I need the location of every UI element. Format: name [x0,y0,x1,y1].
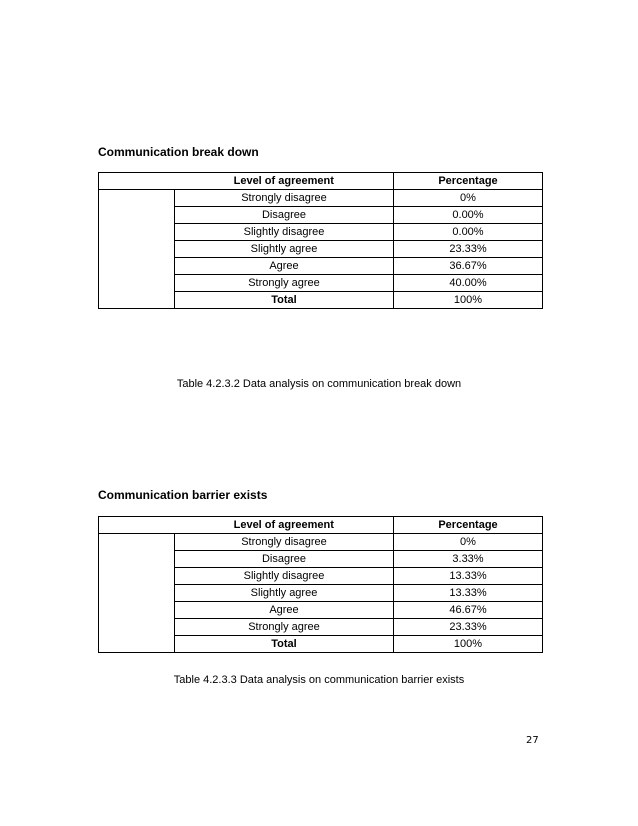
level-cell: Slightly disagree [175,224,394,241]
level-cell: Strongly agree [175,275,394,292]
level-cell: Slightly agree [175,585,394,602]
table-row [99,619,543,636]
page-number: 27 [526,735,539,746]
table-row [99,568,543,585]
column-header-percentage: Percentage [394,173,543,190]
column-header-percentage: Percentage [394,517,543,534]
column-header-level: Level of agreement [175,517,394,534]
table-row [99,224,543,241]
percentage-cell: 13.33% [394,585,543,602]
column-header-level: Level of agreement [175,173,394,190]
percentage-cell: 46.67% [394,602,543,619]
table-caption-communication-barrier-exists: Table 4.2.3.3 Data analysis on communication barrier exists [173,674,465,686]
table-row [99,275,543,292]
table-row [99,585,543,602]
level-cell: Strongly agree [175,619,394,636]
total-label-cell: Total [175,292,394,309]
section-heading-communication-break-down: Communication break down [98,145,259,159]
table-row [99,241,543,258]
percentage-cell: 0.00% [394,207,543,224]
table-row [99,207,543,224]
table-header-row [99,173,543,190]
percentage-cell: 0% [394,190,543,207]
percentage-cell: 40.00% [394,275,543,292]
table-communication-break-down [98,172,543,309]
table-communication-barrier-exists [98,516,543,653]
total-label-cell: Total [175,636,394,653]
percentage-cell: 36.67% [394,258,543,275]
percentage-cell: 0.00% [394,224,543,241]
level-cell: Strongly disagree [175,190,394,207]
table-row [99,534,543,551]
level-cell: Agree [175,602,394,619]
percentage-cell: 3.33% [394,551,543,568]
table-header-row [99,517,543,534]
level-cell: Strongly disagree [175,534,394,551]
level-cell: Slightly agree [175,241,394,258]
total-percentage-cell: 100% [453,637,483,650]
level-cell: Disagree [175,551,394,568]
table-row [99,551,543,568]
table-caption-communication-break-down: Table 4.2.3.2 Data analysis on communication break down [176,378,462,390]
table-row [99,602,543,619]
section-heading-communication-barrier-exists: Communication barrier exists [98,488,268,502]
table-row [99,190,543,207]
level-cell: Disagree [175,207,394,224]
total-percentage-cell: 100% [453,293,483,306]
percentage-cell: 23.33% [394,241,543,258]
level-cell: Agree [175,258,394,275]
percentage-cell: 0% [394,534,543,551]
table-total-row [99,292,543,309]
table-total-row [99,636,543,653]
table-row [99,258,543,275]
level-cell: Slightly disagree [175,568,394,585]
percentage-cell: 23.33% [394,619,543,636]
percentage-cell: 13.33% [394,568,543,585]
